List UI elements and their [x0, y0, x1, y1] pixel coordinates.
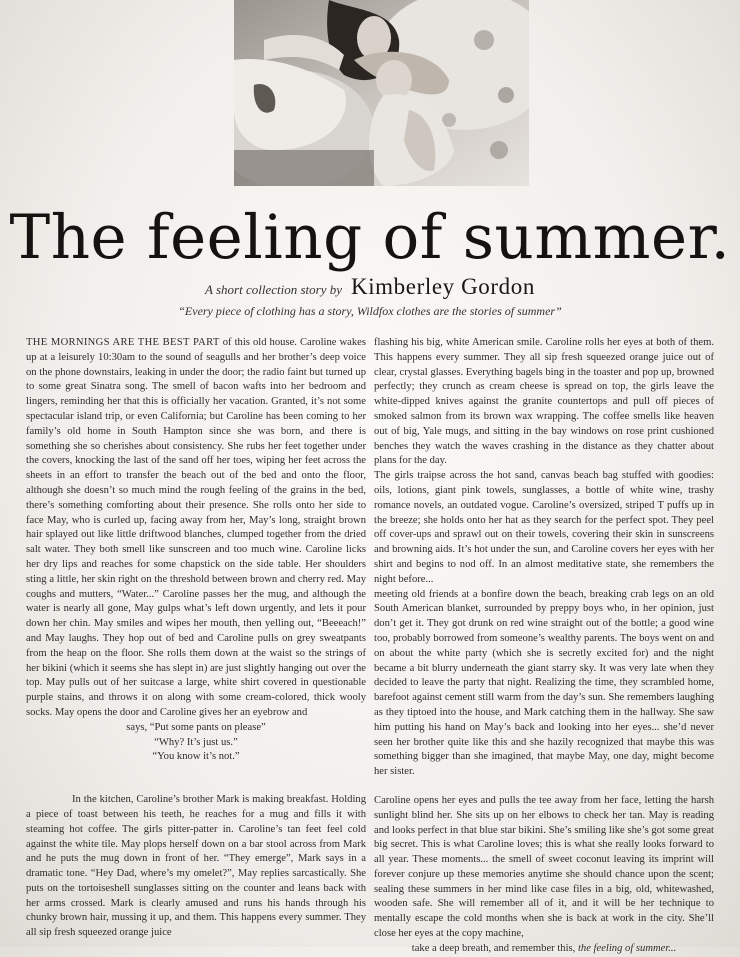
photo-illustration — [234, 0, 529, 186]
closing-line — [374, 942, 714, 957]
paragraph-opening — [26, 336, 366, 721]
author-name: Kimberley Gordon — [350, 274, 535, 299]
tagline-quote: “Every piece of clothing has a story, Wildfox clothes are the stories of summer” — [178, 304, 562, 318]
paragraph-ending: Caroline opens her eyes and pulls the tee away from her face, letting the harsh sunlight blind her. She sits up on her elbows to check her tan. May is reading and looks perfect in that blue star bikini. She’s smiling like she’s got some great big secret. This is what Caroline loves; this is what she really looks forward to all year. These moments... the smell of sweet coconut leaving its imprint will forever conjure up these memories anytime she should chance upon the scent; sealing these summers in her mind like case files in a big, old, whitewashed, wooden safe. She will remember all of it, and it will be her technique to mentally escape the cold months when she is back at work in the city. She’ll close her eyes at the copy machine, — [374, 794, 714, 940]
dialogue-line: “You know it’s not.” — [152, 751, 240, 763]
spacer — [374, 780, 714, 794]
byline-intro: A short collection story by — [205, 282, 342, 297]
story-column-left — [26, 336, 366, 941]
spacer — [26, 779, 366, 793]
spacer — [26, 765, 366, 779]
lead-caps: THE MORNINGS ARE THE BEST PART — [26, 337, 220, 348]
story-column-right — [374, 336, 714, 957]
paragraph-breakfast: flashing his big, white American smile. Caroline rolls her eyes at both of them. This happens every summer. They all sip fresh squeezed orange juice out of clear, crystal glasses. Everything bagels bing in the toaster and pop up, browned perfectly; they crunch as cream cheese is spread on top, the girls leave the white-dipped knives against the granite countertops and pull off pieces of smoked salmon from its brown wax wrapping. The coffee smells like heaven out of big, Yale mugs, and sitting in the bay windows on rose print cushioned benches they watch the waves crashing in the distance as they chatter about plans for the day. — [374, 337, 714, 467]
dialogue-line: “Why? It’s just us.” — [154, 736, 238, 748]
dialogue-line: says, “Put some pants on please” — [126, 721, 266, 733]
paragraph-beach: The girls traipse across the hot sand, canvas beach bag stuffed with goodies: oils, lotions, giant pink towels, sunglasses, a bottle of white wine, trashy romance novels, an outdated vogue. Caroline’s oversized, striped T puffs up in the breeze; she holds onto her hat as they search for the perfect spot. They peel off cover-ups and sprawl out on their towels, covering their skin in sunscreens and browning aids. It’s hot under the sun, and Caroline covers her eyes with her shirt and begins to nod off. In an almost meditative state, she remembers the night before... — [374, 470, 714, 585]
paragraph-opening-text: of this old house. Caroline wakes up at a leisurely 10:30am to the sound of seagulls and her brother’s deep voice on the phone downstairs, leaking in under the door; the radio faint but turned up to some great Sinatra song. The smell of bacon wafts into her bedroom and lingers, reminding her that this is officially her vacation. Granted, it’s not some spectacular island trip, or even California; but Caroline has been coming to her family’s old home in South Hampton since she was born, and there is something she so cherishes about consistency. She rubs her feet together under the covers, knocking the last of the sand off her toes, wiping her feet across the sheets in an effort to transfer the beach out of the bed and onto the floor, although she doesn’t so much mind the rough feeling of the grains in the bed, there’s something comforting about their presence. She rolls onto her side to face May, who is curled up, facing away from her, May’s long, straight brown hair splayed out like little driftwood blanches, clumped together from the dried salt water. They both smell like sunscreen and too much wine. Caroline licks her dry lips and reaches for some chapstick on the side table. Her shoulders sting a little, her skin right on the threshold between brown and cherry red. May coughs and mutters, “Water...” Caroline passes her the mug, and although the water is nearly all gone, May gulps what’s left down urgently, and lets it pour down her chin. May smiles and wipes her mouth, then yelling out, “Beeeach!” and May laughs. They hop out of bed and Caroline pulls on grey sweatpants from the heap on the floor. She rolls them down at the waist so the strings of her bikini (which it seems she has slept in) are just slightly hanging out over the top. May pulls out of her suitcase a large, white shirt covered in questionable purple stains, and throws it on along with some cream-colored, thick wooly socks. May opens the door and Caroline gives her an eyebrow and — [26, 337, 367, 718]
closing-line-italic: the feeling of summer... — [577, 942, 677, 954]
closing-line-text: take a deep breath, and remember this, — [411, 942, 578, 954]
story-photo — [234, 0, 529, 186]
paragraph-kitchen: In the kitchen, Caroline’s brother Mark is making breakfast. Holding a piece of toast between his teeth, he reaches for a mug and fills it with steaming hot coffee. The girls pitter-patter in. Caroline’s tan feet feel cold against the white tile. May plops herself down on a bar stool across from Mark and he puts the mug down in front of her. “They emerge”, Mark says in a dramatic tone. “Hey Dad, where’s my omelet?”, May replies sarcastically. She puts on the tortoiseshell sunglasses sitting on the counter and leans back with her arms crossed. Mark is clearly amused and runs his hands through his chunky brown hair, mussing it up, and them. This happens every summer. They all sip fresh squeezed orange juice — [26, 794, 366, 939]
article-title: The feeling of summer. — [9, 202, 731, 273]
byline — [0, 272, 740, 305]
paragraph-memory: meeting old friends at a bonfire down the beach, breaking crab legs on an old South American blanket, surrounded by preppy boys who, in her opinion, just don’t get it. They got drunk on red wine straight out of the bottle; a good wine too, probably borrowed from someone’s wealthy parents. The boys went on and on about the white party (which she is secretly excited for) and the night became a bit blurry underneath the giant starry sky. It was very late when they decided to leave the party that night. Realizing the time, they scrambled home, barefoot against cement still warm from the day’s sun. She remembers laughing as they tiptoed into the house, and Mark catching them in the hallway. She saw him putting his hand on May’s back and looking into her eyes... she’d never seen her brother quite like this and she hazily recognized that maybe this was something bigger than she imagined, that maybe May, one day, might become her sister. — [374, 588, 714, 778]
